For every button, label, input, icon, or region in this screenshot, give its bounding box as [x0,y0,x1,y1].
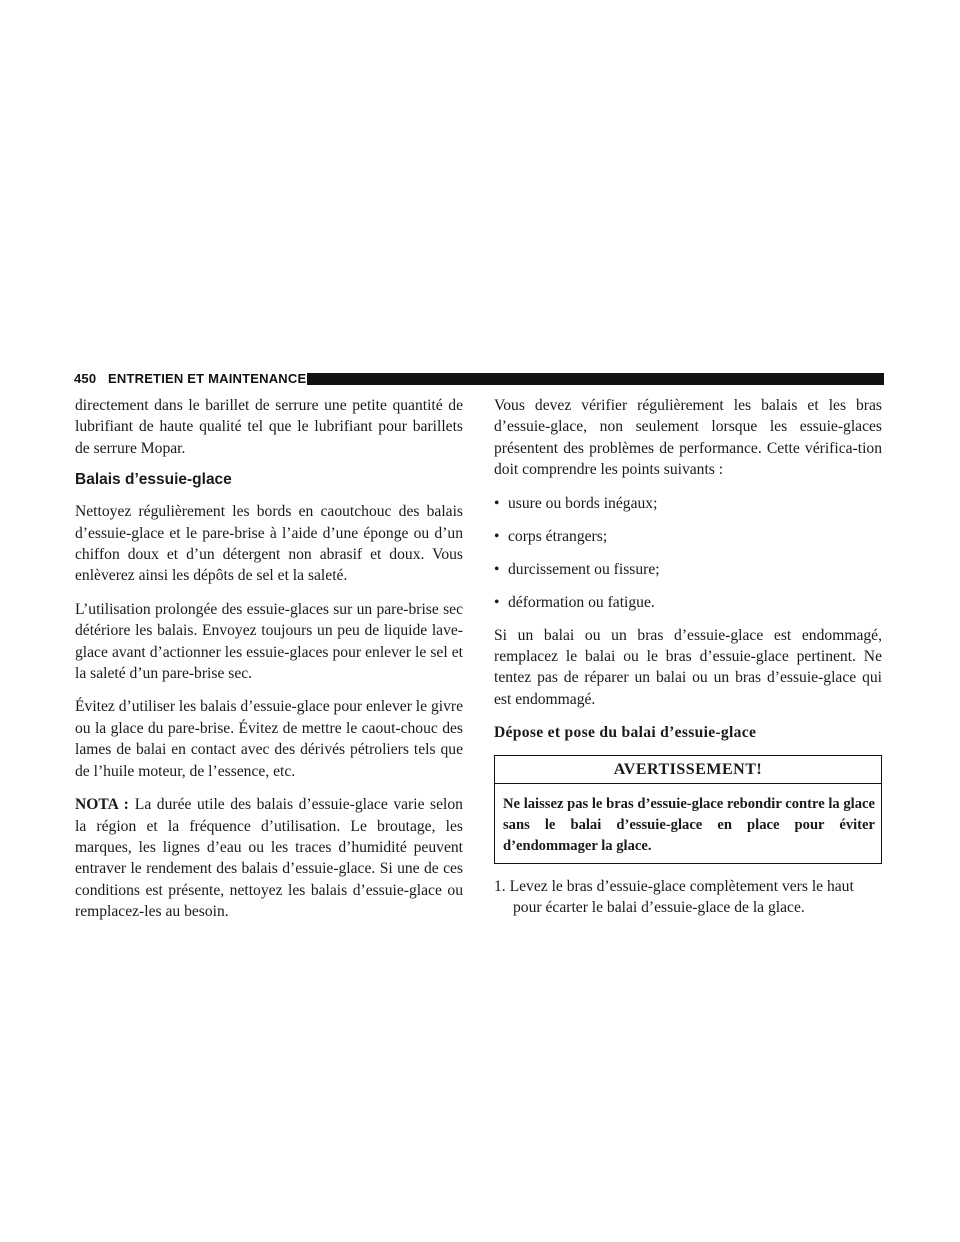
list-item: • corps étrangers; [494,527,608,545]
damaged-paragraph: Si un balai ou un bras d’essuie-glace est endommagé, remplacez le balai ou le bras d’essuie-glace pertinent. Ne tentez pas de réparer un balai ou un bras d’essuie-glace qui est endommagé. [494,626,882,708]
note-text: La durée utile des balais d’essuie-glace varie selon la région et la fréquence d’utilisation. Le broutage, les marques, les lignes d’eau ou les traces d’humidité peuvent entraver le rendement des balais d’essuie-glace. Si une de ces conditions est présente, nettoyez les balais d’essuie-glace ou remplacez-les au besoin. [75,796,463,921]
note-label: NOTA : [75,796,129,814]
bullet-icon: • [494,593,500,611]
section-title: ENTRETIEN ET MAINTENANCE [108,371,307,386]
step-number: 1. [494,878,506,896]
frost-paragraph: Évitez d’utiliser les balais d’essuie-glace pour enlever le givre ou la glace du pare-brise. Évitez de mettre le caout-chouc des lames de balai en contact avec des dérivés pétroliers tels que de l’huile moteur, de l’essence, etc. [75,698,463,780]
step-item [487,876,882,918]
right-column [494,395,882,918]
note-paragraph [75,794,463,922]
removal-subheading: Dépose et pose du balai d’essuie-glace [494,724,757,742]
header-rule [307,373,884,385]
inspection-paragraph: Vous devez vérifier régulièrement les balais et les bras d’essuie-glace, non seulement lorsque les essuie-glaces présentent des problèmes de performance. Cette vérifica-tion doit comprendre les points suivants : [494,397,882,479]
warning-box [494,755,882,864]
bullet-icon: • [494,494,500,512]
cleaning-paragraph: Nettoyez régulièrement les bords en caoutchouc des balais d’essuie-glace et le pare-brise à l’aide d’une éponge ou d’un chiffon doux et d’un détergent non abrasif et doux. Vous enlèverez ainsi les dépôts de sel et la saleté. [75,503,463,585]
page-header [74,369,884,389]
step-text: Levez le bras d’essuie-glace complètement vers le haut pour écarter le balai d’essuie-glace de la glace. [509,878,854,917]
page-number: 450 [74,371,97,386]
intro-paragraph: directement dans le barillet de serrure une petite quantité de lubrifiant de haute qualité tel que le lubrifiant pour barillets de serrure Mopar. [75,397,463,457]
left-column [75,395,463,935]
wiper-blades-heading: Balais d’essuie-glace [75,471,232,489]
bullet-icon: • [494,560,500,578]
warning-text: Ne laissez pas le bras d’essuie-glace rebondir contre la glace sans le balai d’essuie-glace en place pour éviter d’endommager la glace. [503,796,875,855]
bullet-icon: • [494,527,500,545]
warning-title: AVERTISSEMENT! [495,756,881,784]
list-item: • déformation ou fatigue. [494,593,655,611]
list-item: • usure ou bords inégaux; [494,494,658,512]
inspection-list [494,493,882,613]
steps-list [494,876,882,918]
list-item: • durcissement ou fissure; [494,560,660,578]
dry-windshield-paragraph: L’utilisation prolongée des essuie-glaces sur un pare-brise sec détériore les balais. Envoyez toujours un peu de liquide lave-glace avant d’actionner les essuie-glaces pour enlever le sel et la saleté d’un pare-brise sec. [75,600,463,683]
